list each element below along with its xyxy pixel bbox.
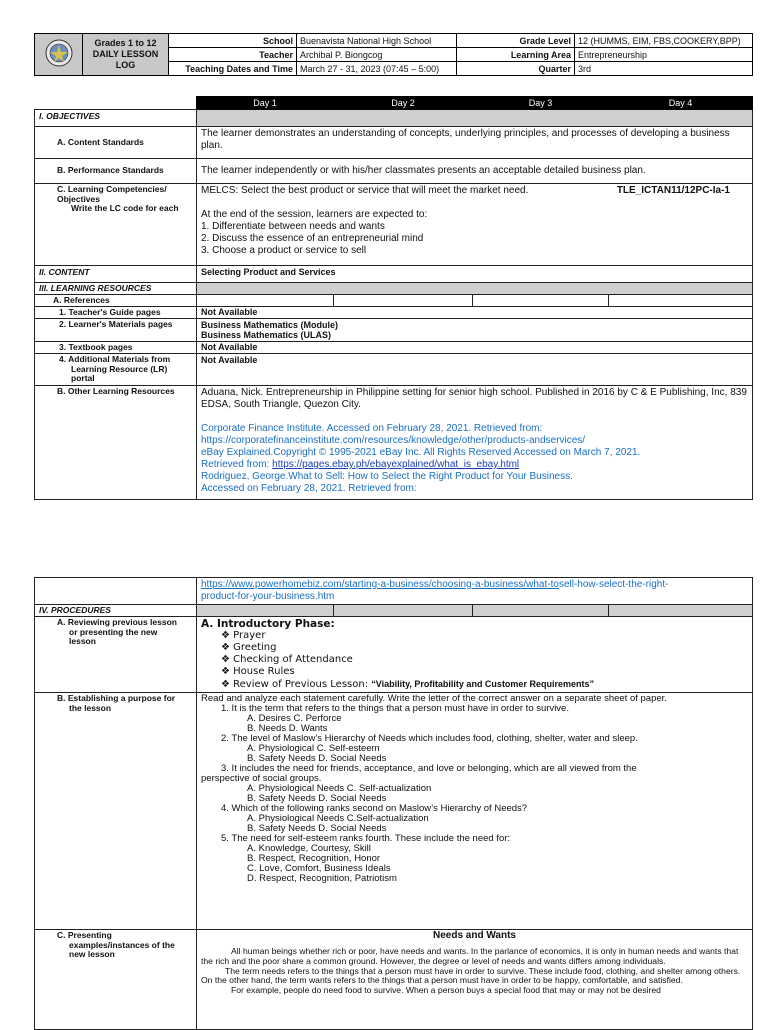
reading-paragraph: For example, people do need food to survive. When a person buys a special food that may or may not be desired	[231, 986, 661, 996]
quiz-option: A. Desires C. Perforce	[247, 713, 342, 724]
rodriguez-reference: Rodriguez, George.What to Sell: How to Select the Right Product for Your Business.	[201, 471, 573, 482]
intro-item: Checking of Attendance	[233, 654, 353, 665]
section-learning-resources: III. LEARNING RESOURCES	[35, 283, 197, 295]
competencies-subtitle: Write the LC code for each	[71, 203, 179, 213]
label-line: lesson	[69, 636, 96, 646]
content-standards-text: The learner demonstrates an understanding of concepts, underlying principles, and processes of developing a business plan.	[197, 127, 753, 159]
day-header: Day 2	[334, 97, 473, 110]
melcs-text: MELCS: Select the best product or service that will meet the market need.	[201, 185, 529, 196]
dll-page-1-table	[34, 96, 753, 500]
quiz-option: C. Love, Comfort, Business Ideals	[247, 863, 391, 874]
learning-area-value: Entrepreneurship	[575, 48, 753, 62]
label-line: C. Presenting	[57, 930, 112, 940]
quiz-option: A. Physiological Needs C. Self-actualization	[247, 783, 432, 794]
learning-area-label: Learning Area	[457, 48, 575, 62]
ebay-url-link[interactable]: https://pages.ebay.ph/ebayexplained/what_is_ebay.html	[272, 459, 520, 470]
title-line: LOG	[115, 60, 136, 70]
aduana-reference: Aduana, Nick. Entrepreneurship in Philippine setting for senior high school. Published in 2016 by C & E Publishing, Inc, 839 EDSA, South Triangle, Quezon City.	[201, 387, 747, 410]
reading-paragraph: All human beings whether rich or poor, have needs and wants. In the parlance of economics, it is only in human needs and wants that the rich and the poor share a common ground. However, the degree or level of needs and wants differs among individuals.	[201, 946, 739, 966]
deped-seal-logo	[35, 34, 83, 76]
teachers-guide-label: 1. Teacher's Guide pages	[35, 307, 197, 319]
additional-label-line: portal	[71, 373, 95, 383]
empty-cell	[473, 295, 609, 307]
quiz-instruction: Read and analyze each statement carefully. Write the letter of the correct answer on a separate sheet of paper.	[201, 693, 667, 704]
objective-item: 1. Differentiate between needs and wants	[201, 221, 385, 232]
quiz-option: B. Safety Needs D. Social Needs	[247, 793, 387, 804]
quiz-option: B. Respect, Recognition, Honor	[247, 853, 381, 864]
day-header: Day 4	[609, 97, 753, 110]
teacher-label: Teacher	[169, 48, 297, 62]
section-fill	[334, 605, 473, 617]
ebay-retrieved-label: Retrieved from:	[201, 459, 273, 470]
diamond-bullet-icon: ❖	[221, 630, 234, 641]
reviewing-lesson-label	[35, 617, 197, 693]
presenting-examples-label	[35, 930, 197, 1030]
empty-cell	[197, 295, 334, 307]
diamond-bullet-icon: ❖	[221, 642, 234, 653]
competencies-text	[197, 184, 753, 266]
additional-materials-label	[35, 354, 197, 386]
reading-title: Needs and Wants	[433, 930, 516, 941]
diamond-bullet-icon: ❖	[221, 666, 234, 677]
powerhomebiz-link[interactable]: https://www.powerhomebiz.com/starting-a-business/choosing-a-business/what-to	[201, 579, 559, 590]
lm-value-line: Business Mathematics (ULAS)	[201, 330, 332, 340]
objective-item: 2. Discuss the essence of an entrepreneurial mind	[201, 233, 424, 244]
powerhomebiz-link-line2[interactable]: product-for-your-business.htm	[201, 591, 335, 602]
content-standards-label: A. Content Standards	[35, 127, 197, 159]
section-fill	[197, 605, 334, 617]
label-line: examples/instances of the	[69, 939, 175, 950]
additional-label-line: 4. Additional Materials from	[59, 354, 171, 364]
objectives-intro: At the end of the session, learners are expected to:	[201, 209, 428, 220]
quiz-question: 3. It includes the need for friends, acceptance, and love or belonging, which are all viewed from the	[221, 763, 637, 774]
needs-and-wants-reading	[197, 930, 753, 1030]
quiz-option: B. Needs D. Wants	[247, 723, 328, 734]
school-label: School	[169, 34, 297, 48]
intro-item: Greeting	[233, 642, 277, 653]
empty-label-cell	[35, 578, 197, 605]
other-resources-text	[197, 386, 753, 500]
day-header: Day 3	[473, 97, 609, 110]
quiz-option: B. Safety Needs D. Social Needs	[247, 823, 387, 834]
lm-value-line: Business Mathematics (Module)	[201, 320, 339, 330]
quiz-question: 4. Which of the following ranks second on Maslow’s Hierarchy of Needs?	[221, 803, 528, 814]
pretest-quiz	[197, 693, 753, 930]
performance-standards-label: B. Performance Standards	[35, 159, 197, 184]
grade-level-value: 12 (HUMMS, EIM, FBS,COOKERY,BPP)	[575, 34, 753, 48]
quiz-question-cont: perspective of social groups.	[201, 773, 322, 784]
quiz-question: 1. It is the term that refers to the things that a person must have in order to survive.	[221, 703, 569, 714]
learners-materials-label: 2. Learner's Materials pages	[35, 319, 197, 342]
day-header: Day 1	[197, 97, 334, 110]
blank-corner	[35, 97, 197, 110]
powerhomebiz-reference	[197, 578, 753, 605]
section-fill	[473, 605, 609, 617]
references-label: A. References	[35, 295, 197, 307]
empty-cell	[334, 295, 473, 307]
teachers-guide-value: Not Available	[197, 307, 753, 319]
section-fill	[609, 605, 753, 617]
ebay-reference: eBay Explained.Copyright © 1995-2021 eBay Inc. All Rights Reserved Accessed on March 7, 2021.	[201, 447, 641, 458]
label-line: the lesson	[69, 702, 112, 713]
quarter-value: 3rd	[575, 62, 753, 76]
teacher-value: Archibal P. Biongcog	[297, 48, 457, 62]
dates-value: March 27 - 31, 2023 (07:45 – 5:00)	[297, 62, 457, 76]
diamond-bullet-icon: ❖	[221, 654, 234, 665]
quiz-option: A. Physiological C. Self-esteem	[247, 743, 380, 754]
quiz-option: A. Physiological Needs C.Self-actualization	[247, 813, 429, 824]
empty-cell	[609, 295, 753, 307]
quiz-option: A. Knowledge, Courtesy, Skill	[247, 843, 371, 854]
label-line: A. Reviewing previous lesson	[57, 617, 177, 627]
quiz-option: D. Respect, Recognition, Patriotism	[247, 873, 397, 884]
diamond-bullet-icon: ❖	[221, 679, 234, 690]
additional-materials-value: Not Available	[197, 354, 753, 386]
label-line: B. Establishing a purpose for	[57, 693, 176, 703]
learners-materials-value	[197, 319, 753, 342]
dll-title	[83, 34, 169, 76]
introductory-title: A. Introductory Phase:	[201, 618, 335, 630]
quarter-label: Quarter	[457, 62, 575, 76]
quiz-question: 5. The need for self-esteem ranks fourth. These include the need for:	[221, 833, 511, 844]
introductory-phase	[197, 617, 753, 693]
dll-page-2-table	[34, 577, 753, 1030]
label-line: new lesson	[69, 949, 115, 959]
competencies-label	[35, 184, 197, 266]
section-fill	[197, 110, 753, 127]
objective-item: 3. Choose a product or service to sell	[201, 245, 367, 256]
title-line: DAILY LESSON	[92, 49, 159, 59]
intro-item: House Rules	[233, 666, 295, 677]
cfi-reference: Corporate Finance Institute. Accessed on February 28, 2021. Retrieved from:	[201, 423, 543, 434]
dates-label: Teaching Dates and Time	[169, 62, 297, 76]
textbook-label: 3. Textbook pages	[35, 342, 197, 354]
intro-item: Prayer	[233, 630, 266, 641]
section-content: II. CONTENT	[35, 266, 197, 283]
competencies-title: C. Learning Competencies/ Objectives	[57, 184, 167, 204]
reading-paragraph: The term needs refers to the things that a person must have in order to survive. These include food, clothing, and shelter among others. On the other hand, the term wants refers to the things that a person must have in order to be happy, comfortable, and satisfied.	[201, 965, 741, 986]
label-line: or presenting the new	[69, 626, 158, 637]
powerhomebiz-link-rest[interactable]: sell-how-select-the-right-	[558, 579, 669, 590]
additional-label-line: Learning Resource (LR)	[71, 363, 168, 374]
quiz-option: B. Safety Needs D. Social Needs	[247, 753, 387, 764]
section-procedures: IV. PROCEDURES	[35, 605, 197, 617]
school-value: Buenavista National High School	[297, 34, 457, 48]
quiz-question: 2. The level of Maslow’s Hierarchy of Needs which includes food, clothing, shelter, water and sleep.	[221, 733, 638, 744]
grade-level-label: Grade Level	[457, 34, 575, 48]
content-value: Selecting Product and Services	[197, 266, 753, 283]
review-topic: “Viability, Profitability and Customer Requirements”	[371, 679, 594, 689]
rodriguez-accessed: Accessed on February 28, 2021. Retrieved from:	[201, 483, 417, 494]
performance-standards-text: The learner independently or with his/her classmates presents an acceptable detailed business plan.	[197, 159, 753, 184]
dll-header	[34, 33, 753, 76]
lc-code: TLE_ICTAN11/12PC-Ia-1	[616, 185, 730, 196]
textbook-value: Not Available	[197, 342, 753, 354]
section-objectives: I. OBJECTIVES	[35, 110, 197, 127]
other-resources-label: B. Other Learning Resources	[35, 386, 197, 500]
cfi-url[interactable]: https://corporatefinanceinstitute.com/resources/knowledge/other/products-andservices/	[201, 435, 586, 446]
purpose-label	[35, 693, 197, 930]
review-label: Review of Previous Lesson:	[233, 679, 372, 690]
title-line: Grades 1 to 12	[94, 38, 157, 48]
section-fill	[197, 283, 753, 295]
